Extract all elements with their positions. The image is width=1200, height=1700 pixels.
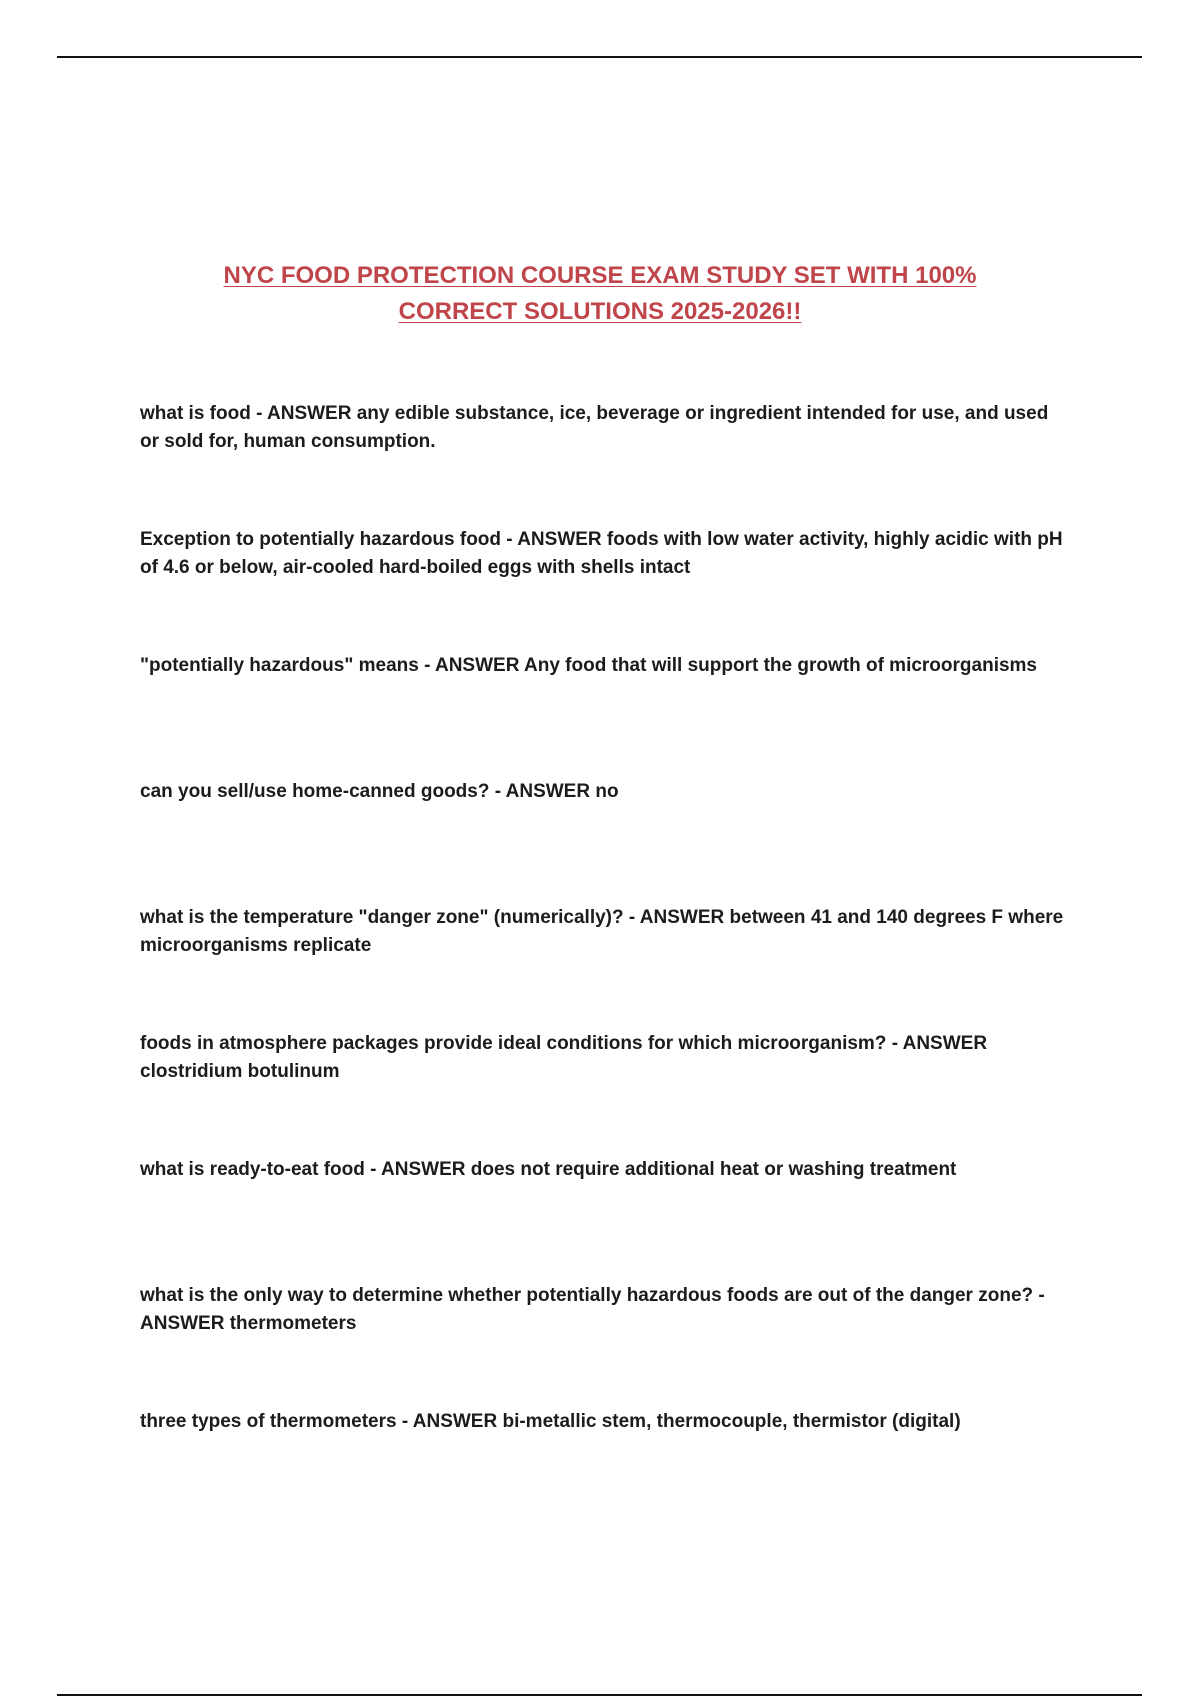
qa-item-potentially-hazardous: "potentially hazardous" means - ANSWER Any food that will support the growth of microorganisms — [140, 655, 1037, 676]
qa-list — [140, 400, 1070, 1534]
qa-item-home-canned: can you sell/use home-canned goods? - ANSWER no — [140, 781, 619, 802]
qa-item-food-definition: what is food - ANSWER any edible substance, ice, beverage or ingredient intended for use, and used or sold for, human consumption. — [140, 403, 1049, 452]
document-title — [100, 258, 1100, 330]
qa-item-atmosphere-packages: foods in atmosphere packages provide ideal conditions for which microorganism? - ANSWER clostridium botulinum — [140, 1033, 988, 1082]
qa-item-thermometer-types: three types of thermometers - ANSWER bi-metallic stem, thermocouple, thermistor (digital) — [140, 1411, 961, 1432]
qa-item-hazardous-exception: Exception to potentially hazardous food - ANSWER foods with low water activity, highly acidic with pH of 4.6 or below, air-cooled hard-boiled eggs with shells intact — [140, 529, 1063, 578]
qa-item-danger-zone: what is the temperature "danger zone" (numerically)? - ANSWER between 41 and 140 degrees F where microorganisms replicate — [140, 907, 1064, 956]
document-title-line-1: NYC FOOD PROTECTION COURSE EXAM STUDY SET WITH 100% — [223, 262, 977, 289]
document-title-line-2: CORRECT SOLUTIONS 2025-2026!! — [398, 298, 802, 325]
qa-item-thermometers: what is the only way to determine whether potentially hazardous foods are out of the danger zone? - ANSWER thermometers — [140, 1285, 1045, 1334]
header-rule — [57, 56, 1142, 58]
qa-item-ready-to-eat: what is ready-to-eat food - ANSWER does not require additional heat or washing treatment — [140, 1159, 957, 1180]
footer-rule — [57, 1694, 1142, 1696]
